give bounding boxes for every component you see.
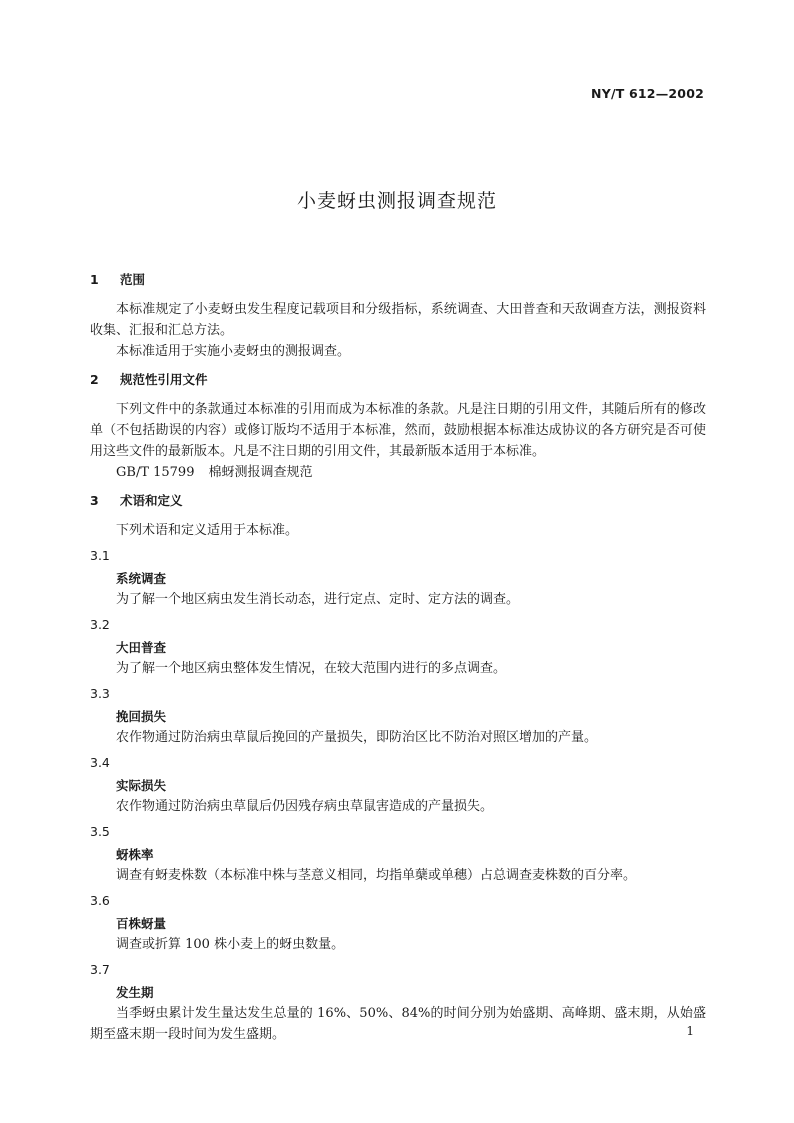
document-title: 小麦蚜虫测报调查规范: [296, 190, 497, 212]
term-definition: 为了解一个地区病虫整体发生情况，在较大范围内进行的多点调查。: [116, 661, 507, 676]
scope-paragraph-2: 本标准适用于实施小麦蚜虫的测报调查。: [116, 344, 351, 359]
term-number: 3.7: [90, 962, 110, 977]
section-number: 1: [90, 272, 99, 287]
scope-paragraph-1: 本标准规定了小麦蚜虫发生程度记载项目和分级指标，系统调查、大田普查和天敌调查方法，测报资料收集、汇报和汇总方法。: [90, 302, 706, 338]
term-number: 3.3: [90, 686, 110, 701]
section-number: 3: [90, 493, 99, 508]
term-name: 蚜株率: [116, 847, 154, 862]
term-definition: 调查有蚜麦株数（本标准中株与茎意义相同，均指单蘖或单穗）占总调查麦株数的百分率。: [116, 868, 637, 883]
section-number: 2: [90, 372, 99, 387]
term-definition: 农作物通过防治病虫草鼠后挽回的产量损失，即防治区比不防治对照区增加的产量。: [116, 730, 598, 745]
term-name: 发生期: [116, 985, 154, 1000]
standard-code: NY/T 612—2002: [591, 86, 704, 101]
term-definition: 为了解一个地区病虫发生消长动态，进行定点、定时、定方法的调查。: [116, 592, 520, 607]
references-paragraph: 下列文件中的条款通过本标准的引用而成为本标准的条款。凡是注日期的引用文件，其随后所有的修改单（不包括勘误的内容）或修订版均不适用于本标准，然而，鼓励根据本标准达成协议的各方研究是否可使用这些文件的最新版本。凡是不注日期的引用文件，其最新版本适用于本标准。: [90, 402, 706, 459]
term-name: 百株蚜量: [116, 916, 167, 931]
term-definition: 调查或折算 100 株小麦上的蚜虫数量。: [116, 937, 345, 952]
term-number: 3.1: [90, 548, 110, 563]
term-number: 3.6: [90, 893, 110, 908]
term-number: 3.2: [90, 617, 110, 632]
term-definition: 当季蚜虫累计发生量达发生总量的 16%、50%、84%的时间分别为始盛期、高峰期、盛末期，从始盛期至盛末期一段时间为发生盛期。: [90, 1006, 706, 1042]
page-number: 1: [686, 1024, 694, 1038]
term-number: 3.4: [90, 755, 110, 770]
term-number: 3.5: [90, 824, 110, 839]
section-title: 术语和定义: [120, 493, 183, 508]
term-name: 大田普查: [116, 640, 167, 655]
term-name: 系统调查: [116, 571, 167, 586]
reference-title: 棉蚜测报调查规范: [208, 465, 313, 480]
reference-entry: [90, 462, 706, 483]
document-body: [90, 270, 706, 1047]
section-title: 规范性引用文件: [120, 372, 208, 387]
section-title: 范围: [120, 272, 146, 287]
section-heading-references: [90, 370, 706, 390]
section-heading-scope: [90, 270, 706, 290]
term-name: 实际损失: [116, 778, 167, 793]
section-heading-terms: [90, 491, 706, 511]
terms-intro: 下列术语和定义适用于本标准。: [116, 523, 299, 538]
term-name: 挽回损失: [116, 709, 167, 724]
reference-code: GB/T 15799: [116, 465, 195, 480]
term-definition: 农作物通过防治病虫草鼠后仍因残存病虫草鼠害造成的产量损失。: [116, 799, 494, 814]
